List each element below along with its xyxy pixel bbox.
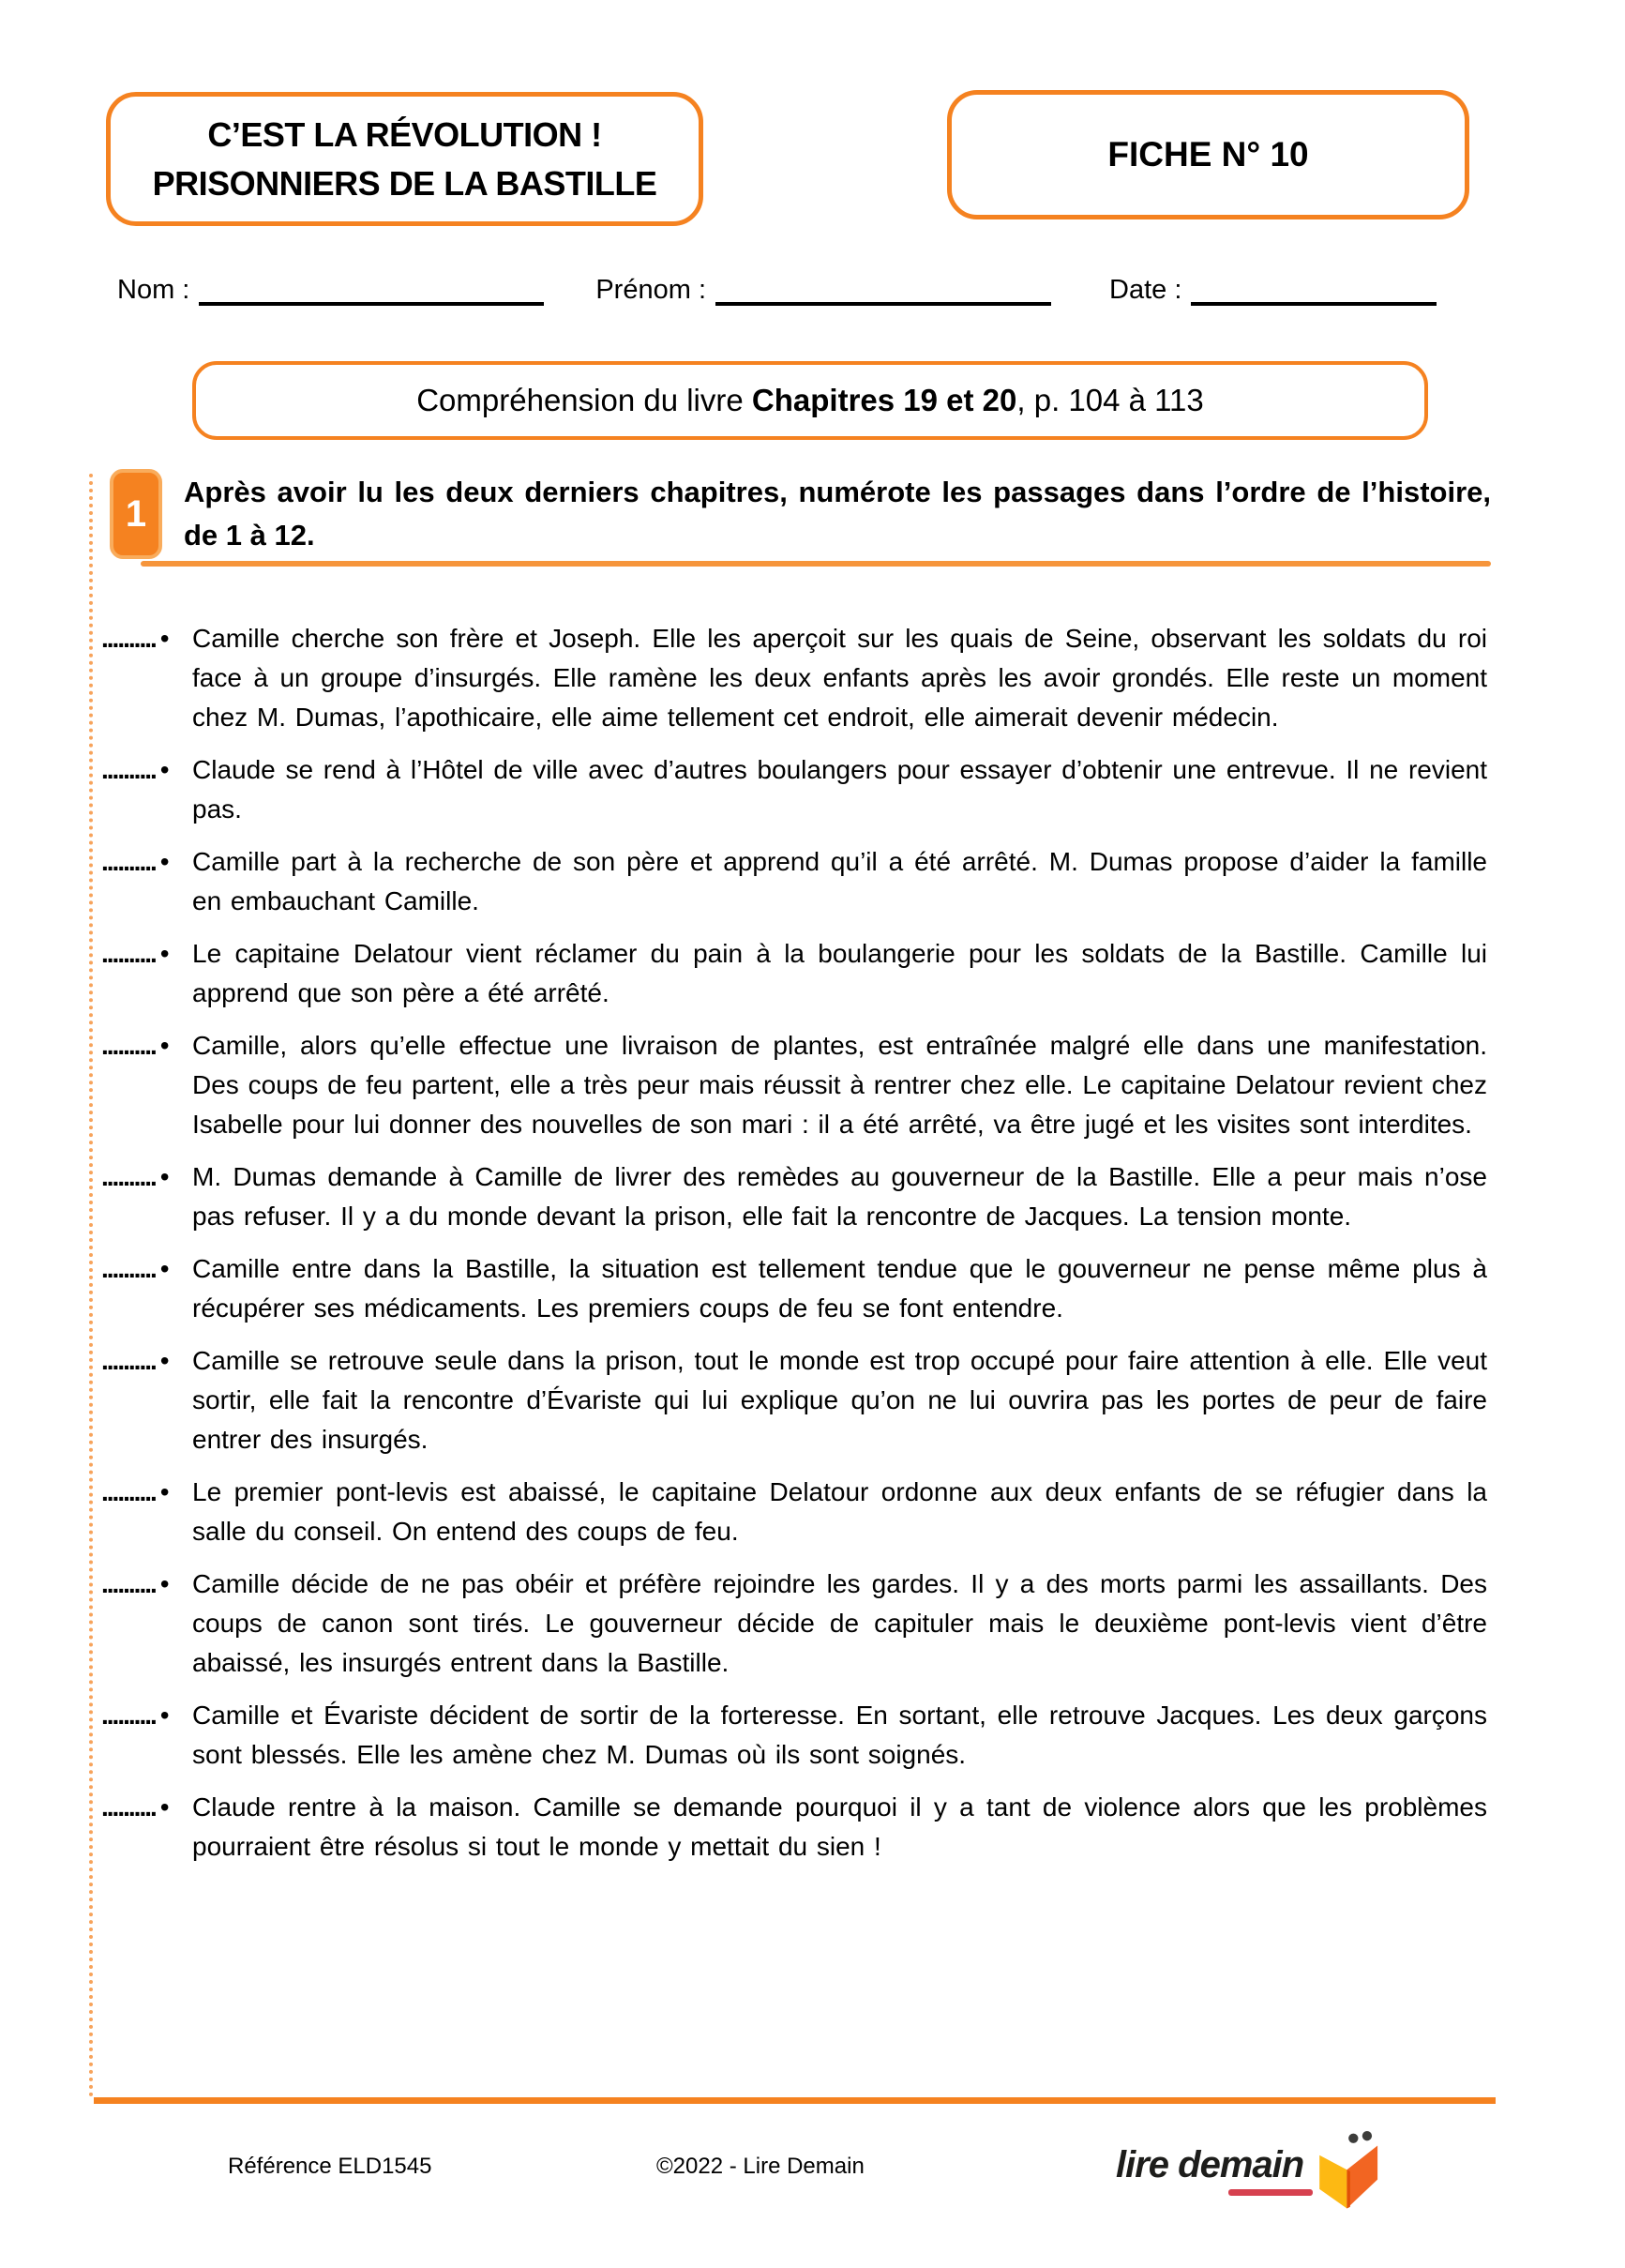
exercise-number: 1	[125, 492, 147, 535]
passage-text: Le capitaine Delatour vient réclamer du pain à la boulangerie pour les soldats de la Bastille. Camille lui apprend que son père a été arrêté.	[192, 939, 1487, 1007]
answer-dots: .......... •	[101, 1569, 170, 1598]
bullet-icon: •	[159, 1477, 170, 1506]
answer-dots: .......... •	[101, 1477, 170, 1506]
answer-dots: .......... •	[101, 1701, 170, 1730]
fiche-number-label: FICHE N° 10	[1107, 135, 1309, 174]
passage-text: Camille se retrouve seule dans la prison, tout le monde est trop occupé pour faire attention à elle. Elle veut sortir, elle fait la rencontre d’Évariste qui lui explique qu’on ne lui ouvrira pas les portes de peur de faire entrer des insurgés.	[192, 1346, 1487, 1454]
answer-dots: .......... •	[101, 939, 170, 968]
passage-item-3	[101, 842, 1487, 921]
nom-blank-line	[199, 270, 544, 306]
bullet-icon: •	[159, 1162, 170, 1191]
answer-dots: .......... •	[101, 1346, 170, 1375]
passage-text: Camille, alors qu’elle effectue une livraison de plantes, est entraînée malgré elle dans une manifestation. Des coups de feu partent, elle a très peur mais réussit à rentrer chez elle. Le capitaine Delatour revient chez Isabelle pour lui donner des nouvelles de son mari : il a été arrêté, va être jugé et les visites sont interdites.	[192, 1031, 1487, 1139]
bullet-icon: •	[159, 624, 170, 653]
passage-item-12	[101, 1788, 1487, 1867]
passage-text: Camille cherche son frère et Joseph. Elle les aperçoit sur les quais de Seine, observant les soldats du roi face à un groupe d’insurgés. Elle ramène les deux enfants après les avoir grondés. Elle reste un moment chez M. Dumas, l’apothicaire, elle aime tellement cet endroit, elle aimerait devenir médecin.	[192, 624, 1487, 732]
exercise-underline-rule	[141, 561, 1491, 567]
logo-text: lire demain	[1116, 2144, 1304, 2185]
book-title-line1: C’EST LA RÉVOLUTION !	[207, 114, 602, 154]
footer-reference: Référence ELD1545	[228, 2154, 432, 2179]
passage-item-4	[101, 934, 1487, 1013]
footer-copyright: ©2022 - Lire Demain	[656, 2154, 865, 2179]
passage-text: Claude se rend à l’Hôtel de ville avec d’autres boulangers pour essayer d’obtenir une entrevue. Il ne revient pas.	[192, 755, 1487, 824]
bullet-icon: •	[159, 1254, 170, 1283]
bullet-icon: •	[159, 847, 170, 876]
open-book-icon	[1313, 2131, 1386, 2216]
passage-item-8	[101, 1341, 1487, 1459]
prenom-label: Prénom :	[595, 275, 707, 305]
answer-dots: .......... •	[101, 1792, 170, 1822]
bullet-icon: •	[159, 939, 170, 968]
subtitle-text: Compréhension du livre Chapitres 19 et 20, p. 104 à 113	[416, 383, 1204, 417]
bullet-icon: •	[159, 1792, 170, 1822]
exercise-instruction: Après avoir lu les deux derniers chapitres, numérote les passages dans l’ordre de l’histoire, de 1 à 12.	[184, 476, 1491, 552]
passage-text: M. Dumas demande à Camille de livrer des remèdes au gouverneur de la Bastille. Elle a peur mais n’ose pas refuser. Il y a du monde devant la prison, elle fait la rencontre de Jacques. La tension monte.	[192, 1162, 1487, 1231]
passage-item-9	[101, 1473, 1487, 1551]
date-label: Date :	[1109, 275, 1182, 305]
answer-dots: .......... •	[101, 755, 170, 784]
passage-item-7	[101, 1249, 1487, 1328]
comprehension-subtitle-box	[192, 361, 1428, 440]
prenom-blank-line	[715, 270, 1051, 306]
left-dashed-guide	[89, 474, 93, 2098]
bullet-icon: •	[159, 1701, 170, 1730]
passage-item-10	[101, 1565, 1487, 1683]
date-blank-line	[1191, 270, 1437, 306]
answer-dots: .......... •	[101, 1031, 170, 1060]
passage-text: Le premier pont-levis est abaissé, le capitaine Delatour ordonne aux deux enfants de se réfugier dans la salle du conseil. On entend des coups de feu.	[192, 1477, 1487, 1546]
answer-dots: .......... •	[101, 847, 170, 876]
bullet-icon: •	[159, 1569, 170, 1598]
passage-text: Camille entre dans la Bastille, la situation est tellement tendue que le gouverneur ne pense même plus à récupérer ses médicaments. Les premiers coups de feu se font entendre.	[192, 1254, 1487, 1323]
passage-item-5	[101, 1026, 1487, 1144]
book-title-line2: PRISONNIERS DE LA BASTILLE	[152, 163, 657, 203]
identity-row	[117, 270, 1486, 306]
passage-text: Camille décide de ne pas obéir et préfère rejoindre les gardes. Il y a des morts parmi les assaillants. Des coups de canon sont tirés. Le gouverneur décide de capituler mais le deuxième pont-levis vient d’être abaissé, les insurgés entrent dans la Bastille.	[192, 1569, 1487, 1677]
exercise-number-badge	[110, 469, 162, 559]
passage-item-11	[101, 1696, 1487, 1775]
logo-tagline-mark	[1228, 2189, 1313, 2196]
passage-item-2	[101, 750, 1487, 829]
book-title-box	[106, 92, 703, 226]
bullet-icon: •	[159, 755, 170, 784]
passages-list	[101, 619, 1487, 1880]
bullet-icon: •	[159, 1031, 170, 1060]
passage-text: Claude rentre à la maison. Camille se demande pourquoi il y a tant de violence alors que les problèmes pourraient être résolus si tout le monde y mettait du sien !	[192, 1792, 1487, 1861]
answer-dots: .......... •	[101, 624, 170, 653]
lire-demain-logo	[1116, 2131, 1350, 2225]
bullet-icon: •	[159, 1346, 170, 1375]
passage-text: Camille et Évariste décident de sortir de la forteresse. En sortant, elle retrouve Jacques. Les deux garçons sont blessés. Elle les amène chez M. Dumas où ils sont soignés.	[192, 1701, 1487, 1769]
passage-item-6	[101, 1157, 1487, 1236]
fiche-number-box	[947, 90, 1469, 219]
answer-dots: .......... •	[101, 1254, 170, 1283]
nom-label: Nom :	[117, 275, 190, 305]
footer-separator-rule	[94, 2097, 1496, 2104]
answer-dots: .......... •	[101, 1162, 170, 1191]
passage-text: Camille part à la recherche de son père et apprend qu’il a été arrêté. M. Dumas propose d’aider la famille en embauchant Camille.	[192, 847, 1487, 915]
passage-item-1	[101, 619, 1487, 737]
